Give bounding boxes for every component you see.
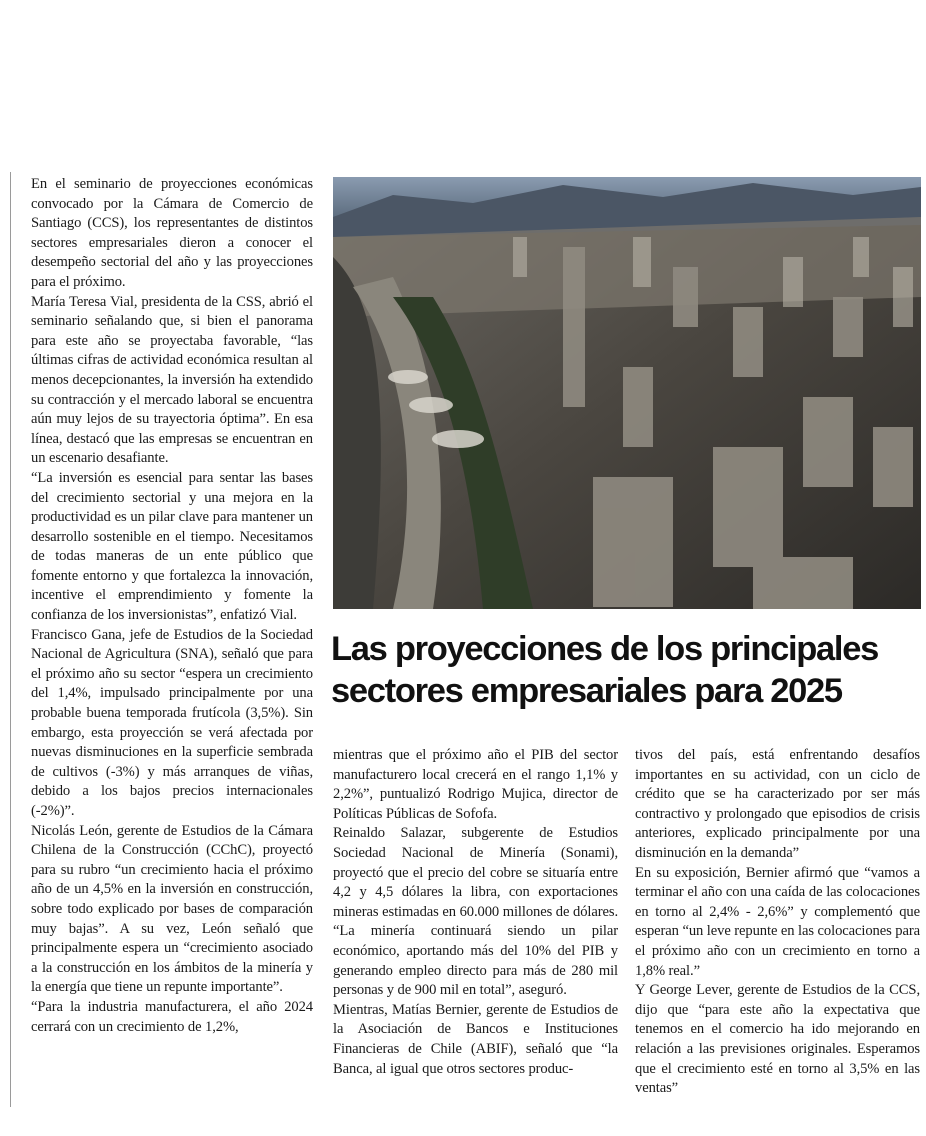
paragraph: Y George Lever, gerente de Estudios de la CCS, dijo que “para este año la expectativa que tenemos en el comercio ha ido mejorando en relación a las previsiones originales. Esperamos que el crecimiento esté en torno al 3,5% en las ventas” — [635, 982, 920, 1097]
headline-line-1: Las proyecciones de los principales — [331, 630, 878, 668]
paragraph: “La inversión es esencial para sentar las bases del crecimiento sectorial y una mejora en la productividad es un pilar clave para mantener un desarrollo sostenible en el tiempo. Necesitamos de todas maneras de un ente público que fomente entorno y que fortalezca la innovación, incentive el emprendimiento y fomente la confianza de los inversionistas”, enfatizó Vial. — [31, 469, 313, 624]
paragraph: “Para la industria manufacturera, el año 2024 cerrará con un crecimiento de 1,2%, — [31, 998, 313, 1035]
paragraph: En el seminario de proyecciones económicas convocado por la Cámara de Comercio de Santiago (CCS), los representantes de distintos sectores empresariales dieron a conocer el desempeño sectorial del año y las proyecciones para el próximo. — [31, 176, 313, 290]
article-headline — [331, 628, 926, 712]
paragraph: Reinaldo Salazar, subgerente de Estudios Sociedad Nacional de Minería (Sonami), proyectó que el precio del cobre se situaría entre 4,2 y 4,5 dólares la libra, con exportaciones mineras estimadas en 60.000 millones de dólares. “La minería continuará siendo un pilar económico, aportando más del 10% del PIB y generando empleo directo para más de 280 mil personas y de 900 mil en total”, aseguró. — [333, 825, 618, 999]
paragraph: María Teresa Vial, presidenta de la CSS, abrió el seminario señalando que, si bien el panorama para este año se proyectaba favorable, “las últimas cifras de actividad económica resultan al menos decepcionantes, la inversión ha extendido su contracción y el mercado laboral se encuentra aún muy lejos de su trayectoria óptima”. En esa línea, destacó que las empresas se encuentran en un escenario desafiante. — [31, 293, 313, 467]
paragraph: En su exposición, Bernier afirmó que “vamos a terminar el año con una caída de las colocaciones en torno al 2,4% - 2,6%” y complementó que esperan “un leve repunte en las colocaciones para el próximo año con un crecimiento en torno a 1,8% real.” — [635, 864, 920, 979]
article-column-right — [635, 746, 920, 1099]
paragraph: Nicolás León, gerente de Estudios de la Cámara Chilena de la Construcción (CChC), proyectó para su rubro “un crecimiento hacia el próximo año de un 4,5% en la inversión en construcción, sobre todo explicado por bases de comparación muy bajas”. A su vez, León señaló que principalmente espera un “crecimiento asociado a la construcción en los ámbitos de la minería y la energía que tiene un repunte importante”. — [31, 822, 313, 996]
headline-line-2: sectores empresariales para 2025 — [331, 672, 842, 710]
paragraph: Francisco Gana, jefe de Estudios de la Sociedad Nacional de Agricultura (SNA), señaló que para el próximo año su sector “espera un crecimiento del 1,4%, impulsado principalmente por una probable buena temporada frutícola (3,5%). Sin embargo, esta proyección se verá afectada por nuevas disminuciones en la superficie sembrada de cultivos (-3%) y más arranques de viñas, debido a los bajos precios internacionales (-2%)”. — [31, 626, 313, 819]
paragraph: mientras que el próximo año el PIB del sector manufacturero local crecerá en el rango 1,1% y 2,2%”, puntualizó Rodrigo Mujica, director de Políticas Públicas de Sofofa. — [333, 747, 618, 822]
city-aerial-photo — [333, 177, 921, 609]
article-column-left — [31, 175, 313, 1037]
paragraph: Mientras, Matías Bernier, gerente de Estudios de la Asociación de Bancos e Instituciones Financieras de Chile (ABIF), señaló que “la Banca, al igual que otros sectores produc- — [333, 1001, 618, 1077]
article-column-middle — [333, 746, 618, 1079]
paragraph: tivos del país, está enfrentando desafíos importantes en su actividad, con un ciclo de crédito que se ha caracterizado por ser más contractivo y prolongado que episodios de crisis anteriores, explicado principalmente por una disminución en la demanda” — [635, 747, 920, 861]
column-rule — [10, 172, 11, 1107]
